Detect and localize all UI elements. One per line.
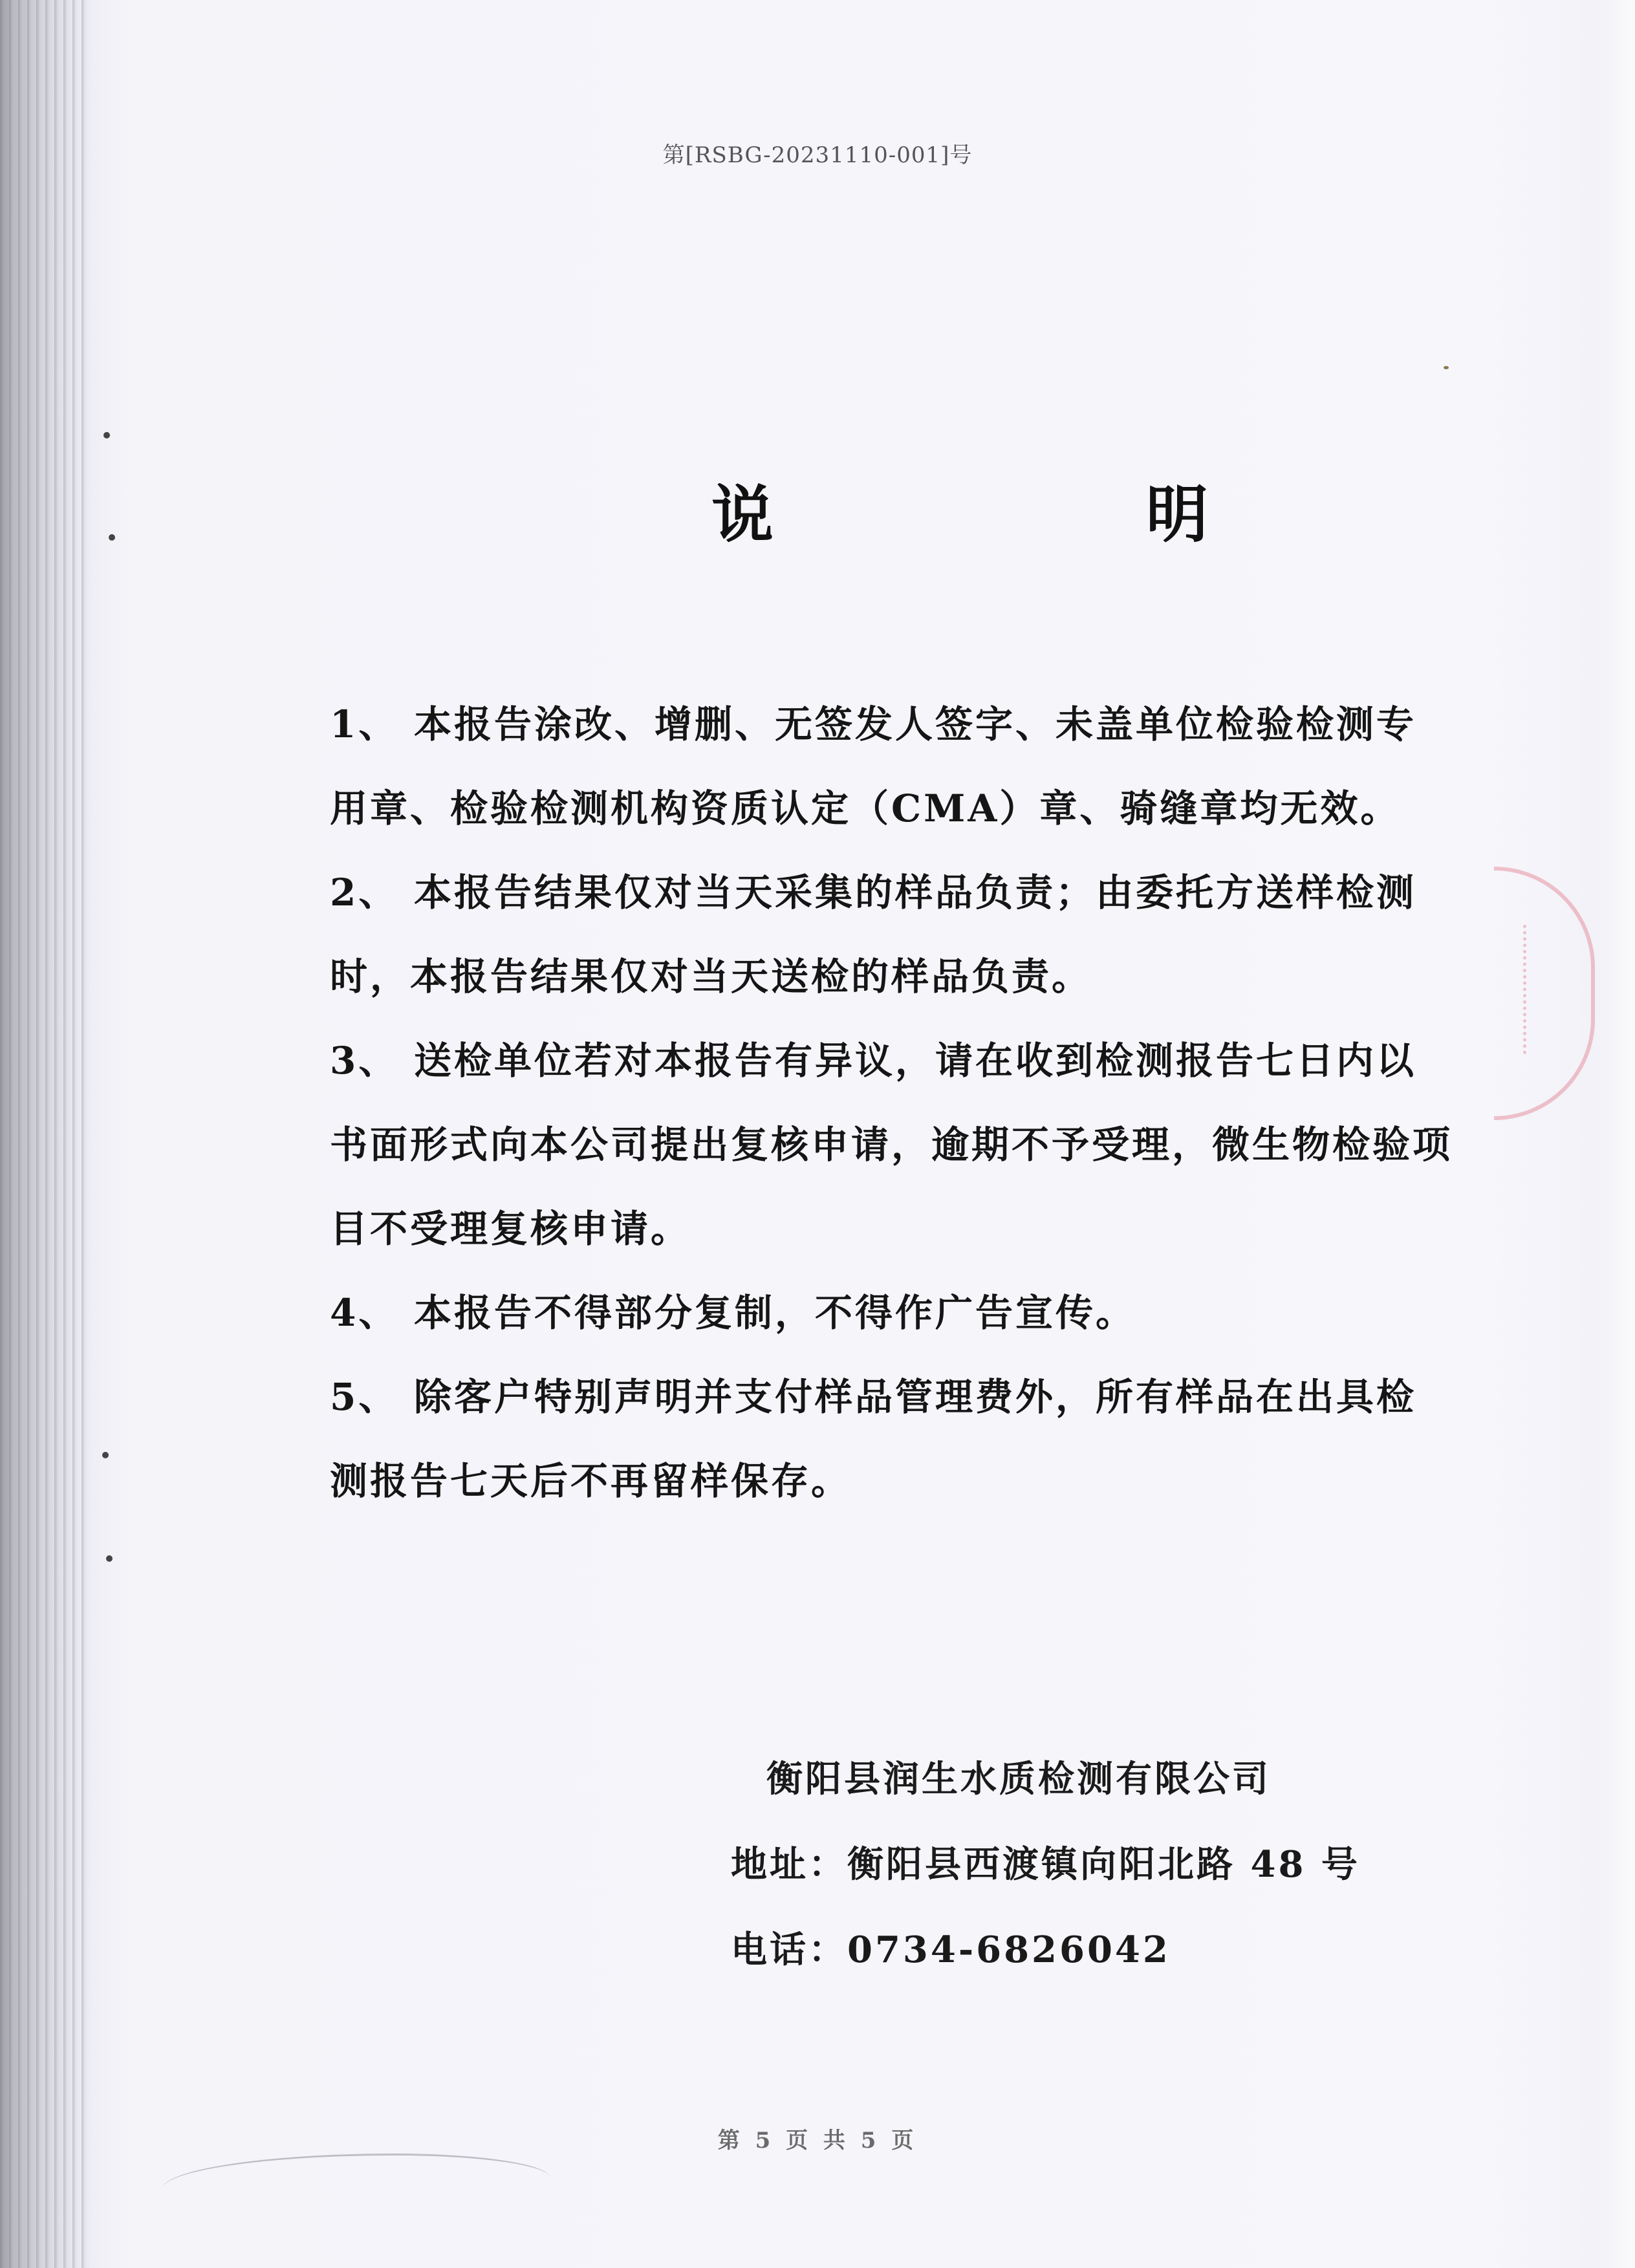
company-address: 地址：衡阳县西渡镇向阳北路 48 号 [731, 1843, 1360, 1886]
seal-texture [1523, 925, 1552, 1054]
notes-list [330, 682, 1455, 1523]
note-text: 除客户特别声明并支付样品管理费外，所有样品在出具检测报告七天后不再留样保存。 [330, 1375, 1417, 1503]
binding-hole [109, 534, 115, 541]
note-number: 4、 [330, 1291, 399, 1335]
binding-hole [106, 1555, 113, 1562]
note-item [330, 682, 1455, 850]
paper-speck [1444, 366, 1449, 369]
company-phone: 电话：0734-6826042 [731, 1928, 1171, 1971]
note-item [330, 850, 1455, 1019]
company-name: 衡阳县润生水质检测有限公司 [766, 1758, 1271, 1800]
note-item [330, 1019, 1455, 1271]
company-info [731, 1736, 1360, 1993]
note-item [330, 1355, 1455, 1523]
page-number: 第 5 页 共 5 页 [717, 2128, 918, 2154]
note-number: 3、 [330, 1039, 399, 1083]
binding-hole [103, 432, 110, 438]
note-text: 送检单位若对本报告有异议，请在收到检测报告七日内以书面形式向本公司提出复核申请，逾期不予受理，微生物检验项目不受理复核申请。 [330, 1039, 1453, 1251]
note-number: 1、 [330, 702, 399, 746]
page-title: 说 明 [711, 478, 1363, 551]
note-text: 本报告涂改、增删、无签发人签字、未盖单位检验检测专用章、检验检测机构资质认定（CMA）章、骑缝章均无效。 [330, 702, 1417, 830]
note-text: 本报告不得部分复制，不得作广告宣传。 [414, 1291, 1136, 1335]
report-number: 第[RSBG-20231110-001]号 [662, 142, 973, 168]
note-number: 2、 [330, 870, 399, 914]
note-item [330, 1271, 1455, 1355]
note-number: 5、 [330, 1375, 399, 1419]
note-text: 本报告结果仅对当天采集的样品负责；由委托方送样检测时，本报告结果仅对当天送检的样品负责。 [330, 870, 1417, 999]
binding-hole [102, 1452, 109, 1458]
